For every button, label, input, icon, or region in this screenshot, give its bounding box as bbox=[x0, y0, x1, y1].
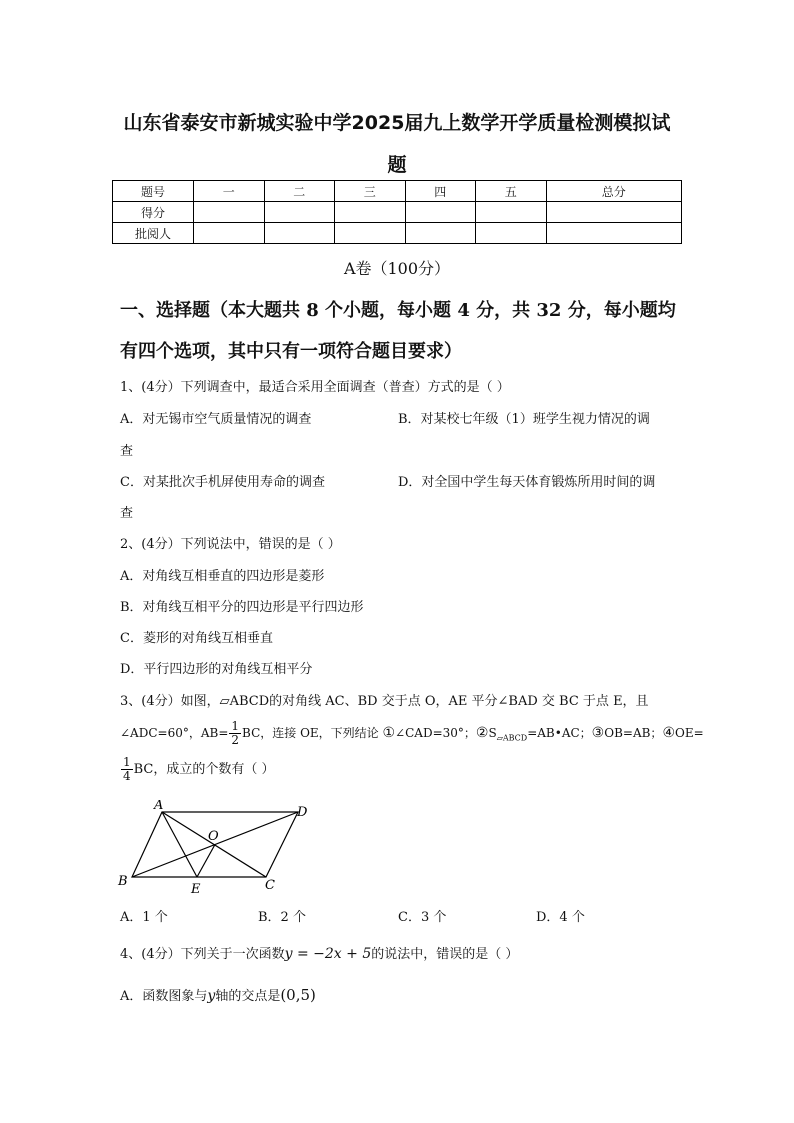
volume-heading: A卷（100分） bbox=[343, 259, 451, 278]
q3-option-c: C．3 个 bbox=[398, 910, 447, 925]
q1-option-b-cont: 查 bbox=[120, 444, 134, 459]
q3-stem-text: ∠ADC=60°，AB= bbox=[120, 726, 229, 740]
fraction-numerator: 1 bbox=[123, 755, 131, 769]
segment-oe bbox=[197, 845, 215, 878]
score-cell bbox=[476, 202, 547, 223]
score-row-label: 得分 bbox=[113, 202, 194, 223]
score-header-cell: 三 bbox=[335, 181, 406, 202]
section-heading-line1: 一、选择题（本大题共 8 个小题，每小题 4 分，共 32 分，每小题均 bbox=[120, 300, 676, 321]
q3-conclusion-4: OE= bbox=[675, 726, 704, 740]
q2-option-d: D．平行四边形的对角线互相平分 bbox=[120, 662, 313, 677]
vertex-label-d: D bbox=[297, 805, 308, 820]
q1-option-d-cont: 查 bbox=[120, 506, 134, 521]
circled-three-icon: ③ bbox=[591, 725, 605, 741]
score-table-header-row bbox=[113, 181, 682, 202]
score-header-cell: 二 bbox=[264, 181, 335, 202]
q3-stem-line2 bbox=[120, 720, 704, 747]
q4-formula: y = −2x + 5 bbox=[284, 946, 372, 962]
fraction-one-half bbox=[229, 720, 241, 747]
q3-stem-line3 bbox=[120, 756, 275, 783]
point-label-e: E bbox=[191, 882, 201, 897]
q3-conclusion-2: =AB•AC； bbox=[527, 726, 592, 740]
score-cell bbox=[405, 202, 476, 223]
score-cell bbox=[405, 223, 476, 244]
exam-title-line1: 山东省泰安市新城实验中学2025届九上数学开学质量检测模拟试 bbox=[123, 112, 671, 134]
score-header-cell: 总分 bbox=[546, 181, 682, 202]
score-cell bbox=[546, 223, 682, 244]
score-header-cell: 题号 bbox=[113, 181, 194, 202]
exam-title-line2: 题 bbox=[387, 154, 407, 176]
q4-stem bbox=[120, 943, 518, 962]
q2-option-c: C．菱形的对角线互相垂直 bbox=[120, 631, 273, 646]
q3-stem-line1: 3、(4分）如图，▱ABCD的对角线 AC、BD 交于点 O，AE 平分∠BAD 交 BC 于点 E，且 bbox=[120, 694, 649, 709]
q3-stem-text: BC，成立的个数有（ ） bbox=[133, 762, 275, 777]
score-header-cell: 五 bbox=[476, 181, 547, 202]
q3-option-b: B．2 个 bbox=[258, 910, 306, 925]
vertex-label-b: B bbox=[118, 874, 128, 889]
circled-one-icon: ① bbox=[382, 725, 396, 741]
q4-option-a-y: y bbox=[207, 988, 216, 1004]
fraction-denominator: 4 bbox=[123, 769, 131, 783]
circled-four-icon: ④ bbox=[662, 725, 675, 741]
score-row-label: 批阅人 bbox=[113, 223, 194, 244]
q2-option-a: A．对角线互相垂直的四边形是菱形 bbox=[120, 569, 325, 584]
q1-option-c: C．对某批次手机屏使用寿命的调查 bbox=[120, 475, 325, 490]
q4-stem-text: 4、(4分）下列关于一次函数 bbox=[120, 947, 285, 962]
circled-two-icon: ② bbox=[475, 725, 489, 741]
q4-option-a-text: 轴的交点是 bbox=[215, 989, 281, 1004]
q1-option-b: B．对某校七年级（1）班学生视力情况的调 bbox=[398, 412, 650, 427]
score-cell bbox=[546, 202, 682, 223]
q1-option-d: D．对全国中学生每天体育锻炼所用时间的调 bbox=[398, 475, 656, 490]
section-heading-line2: 有四个选项，其中只有一项符合题目要求） bbox=[120, 341, 462, 362]
q4-option-a-point: (0,5) bbox=[280, 986, 316, 1004]
score-header-cell: 一 bbox=[194, 181, 265, 202]
score-cell bbox=[335, 223, 406, 244]
q4-option-a-text: A．函数图象与 bbox=[120, 989, 208, 1004]
score-table-row bbox=[113, 223, 682, 244]
q4-option-a bbox=[120, 985, 316, 1004]
vertex-label-c: C bbox=[265, 878, 275, 893]
q2-stem: 2、(4分）下列说法中，错误的是（ ） bbox=[120, 537, 341, 552]
score-table-row bbox=[113, 202, 682, 223]
vertex-label-a: A bbox=[154, 800, 164, 813]
q3-conclusion-1: ∠CAD=30°； bbox=[395, 726, 476, 740]
q3-stem-text: BC，连接 OE，下列结论 bbox=[242, 726, 383, 740]
fraction-one-quarter bbox=[121, 756, 133, 783]
q3-option-d: D．4 个 bbox=[536, 910, 585, 925]
q3-option-a: A．1 个 bbox=[120, 910, 168, 925]
q1-stem: 1、(4分）下列调查中，最适合采用全面调查（普查）方式的是（ ） bbox=[120, 380, 510, 395]
score-cell bbox=[335, 202, 406, 223]
q3-area-symbol: S bbox=[488, 726, 497, 740]
score-cell bbox=[194, 223, 265, 244]
q2-option-b: B．对角线互相平分的四边形是平行四边形 bbox=[120, 600, 364, 615]
score-cell bbox=[194, 202, 265, 223]
score-cell bbox=[264, 223, 335, 244]
q3-conclusion-3: OB=AB； bbox=[604, 726, 663, 740]
fraction-numerator: 1 bbox=[231, 719, 240, 733]
score-cell bbox=[476, 223, 547, 244]
q3-area-subscript: ▱ABCD bbox=[496, 733, 528, 743]
parallelogram-figure bbox=[116, 800, 316, 900]
score-cell bbox=[264, 202, 335, 223]
point-label-o: O bbox=[208, 829, 219, 844]
fraction-denominator: 2 bbox=[231, 733, 240, 747]
score-table bbox=[112, 180, 682, 244]
q4-stem-text: 的说法中，错误的是（ ） bbox=[371, 947, 519, 962]
score-header-cell: 四 bbox=[405, 181, 476, 202]
q1-option-a: A．对无锡市空气质量情况的调查 bbox=[120, 412, 312, 427]
segment-ae bbox=[162, 812, 197, 877]
